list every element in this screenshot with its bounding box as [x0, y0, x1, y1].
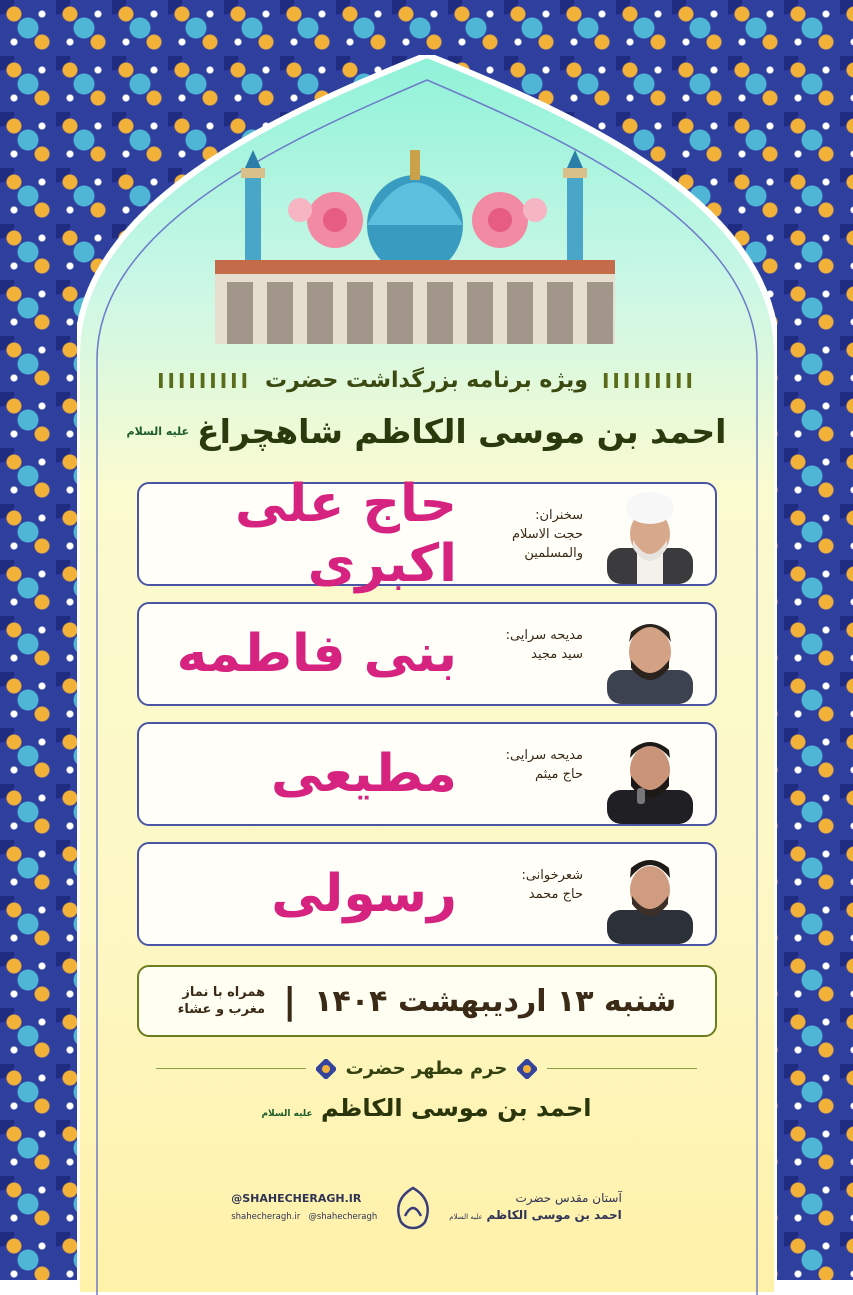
speaker-name: رسولی: [271, 864, 457, 924]
org-name: [449, 1190, 622, 1226]
speaker-role: سخنران:: [535, 508, 583, 523]
page-title: احمد بن موسی الکاظم شاهچراغ: [197, 412, 727, 451]
speaker-name: بنی فاطمه: [176, 624, 457, 684]
speaker-name: حاج علی اکبری: [235, 474, 457, 594]
social-links: [231, 1190, 377, 1226]
footer: [0, 1186, 853, 1230]
location-row: [0, 1058, 853, 1079]
speaker-title: حجت الاسلام: [511, 527, 583, 542]
speaker-photo: [607, 848, 693, 944]
speaker-title: حاج میثم: [535, 767, 583, 782]
date-separator: |: [283, 980, 297, 1022]
location-line2: احمد بن موسی الکاظم: [320, 1094, 592, 1122]
prayer-note: [178, 984, 265, 1018]
speaker-role: مدیحه سرایی:: [505, 748, 583, 763]
speaker-role: شعرخوانی:: [521, 868, 583, 883]
divider-line: [156, 1068, 306, 1070]
speaker-title-2: والمسلمین: [524, 546, 583, 561]
subtitle-row: [0, 368, 853, 393]
shrine-logo-icon: [391, 1186, 435, 1230]
location-line2-row: [0, 1094, 853, 1122]
location-honorific: علیه السلام: [261, 1109, 313, 1119]
social-link-1[interactable]: shahecheragh.ir: [231, 1212, 301, 1222]
event-date-box: [137, 965, 717, 1037]
speaker-card: [137, 722, 717, 826]
prayer-note-line2: مغرب و عشاء: [177, 1002, 266, 1017]
tile-ornament-icon: [316, 1059, 336, 1079]
tile-ornament-icon: [517, 1059, 537, 1079]
org-line2: احمد بن موسی الکاظم: [486, 1208, 622, 1222]
org-honorific: علیه السلام: [449, 1213, 483, 1221]
speaker-name: مطیعی: [270, 744, 457, 804]
speaker-card: [137, 602, 717, 706]
title-row: [0, 412, 853, 451]
social-link-2[interactable]: @shahecheragh: [308, 1212, 378, 1222]
speaker-role: مدیحه سرایی:: [505, 628, 583, 643]
title-honorific: علیه السلام: [126, 425, 190, 438]
location-line1: حرم مطهر حضرت: [345, 1058, 508, 1079]
decorative-bars-left: IIIIIIIII: [157, 368, 252, 393]
speaker-photo: [607, 608, 693, 704]
subtitle: ویژه برنامه بزرگداشت حضرت: [265, 368, 588, 393]
website-link[interactable]: @SHAHECHERAGH.IR: [231, 1192, 362, 1205]
shrine-illustration: [205, 150, 655, 350]
event-date: شنبه ۱۳ اردیبهشت ۱۴۰۴: [314, 983, 677, 1019]
prayer-note-line1: همراه با نماز: [182, 985, 266, 1000]
divider-line: [547, 1068, 697, 1070]
decorative-bars-right: IIIIIIIII: [601, 368, 696, 393]
speaker-card: [137, 842, 717, 946]
speaker-photo: [607, 488, 693, 584]
speaker-card: [137, 474, 717, 594]
org-line1: آستان مقدس حضرت: [515, 1191, 622, 1205]
speaker-photo: [607, 728, 693, 824]
speaker-title: حاج محمد: [528, 887, 583, 902]
speaker-title: سید مجید: [531, 647, 583, 662]
